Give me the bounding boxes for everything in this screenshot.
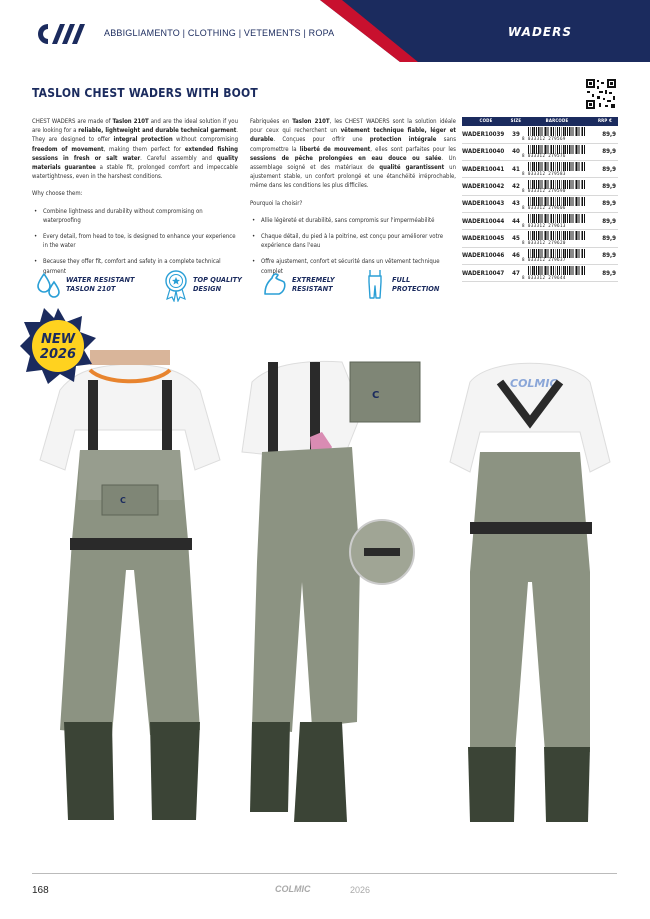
product-barcode xyxy=(522,126,592,143)
product-code: WADER10046 xyxy=(462,247,510,264)
product-price: 89,9 xyxy=(592,178,618,195)
why-heading: Pourquoi la choisir? xyxy=(250,199,303,207)
product-barcode xyxy=(522,143,592,160)
product-size: 42 xyxy=(510,178,522,195)
product-price: 89,9 xyxy=(592,143,618,160)
footer-divider xyxy=(32,873,617,874)
badge-new-text: NEW xyxy=(40,332,76,347)
quality-medal-icon xyxy=(163,268,189,302)
benefit-list xyxy=(250,216,456,276)
benefit-list xyxy=(32,207,238,276)
product-price: 89,9 xyxy=(592,161,618,178)
barcode-number: 8 033312 279590 xyxy=(522,188,566,194)
brand-logo xyxy=(30,22,92,46)
product-code: WADER10042 xyxy=(462,178,510,195)
table-row xyxy=(462,143,618,160)
product-code: WADER10043 xyxy=(462,195,510,212)
column-header-barcode: BARCODE xyxy=(522,117,592,126)
product-barcode xyxy=(522,247,592,264)
table-row xyxy=(462,126,618,143)
badge-year-text: 2026 xyxy=(39,347,77,362)
product-size: 43 xyxy=(510,195,522,212)
barcode-number: 8 033312 279620 xyxy=(522,239,566,245)
table-row xyxy=(462,230,618,247)
footer-year: 2026 xyxy=(350,885,371,895)
feature-full-protection: FULL PROTECTION xyxy=(362,268,462,302)
product-price: 89,9 xyxy=(592,264,618,281)
product-barcode xyxy=(522,212,592,229)
product-code: WADER10045 xyxy=(462,230,510,247)
wader-back-photo xyxy=(440,352,620,832)
svg-text:COLMIC: COLMIC xyxy=(510,377,558,390)
product-price: 89,9 xyxy=(592,212,618,229)
list-item: • Offre ajustement, confort et sécurité dans un vêtement technique complet xyxy=(250,257,456,275)
category-breadcrumb: ABBIGLIAMENTO | CLOTHING | VETEMENTS | ROPA xyxy=(104,28,335,38)
barcode-number: 8 033312 279569 xyxy=(522,135,566,141)
product-code: WADER10041 xyxy=(462,161,510,178)
strong-arm-icon xyxy=(262,268,288,302)
svg-text:C: C xyxy=(372,390,380,401)
product-code: WADER10044 xyxy=(462,212,510,229)
product-price: 89,9 xyxy=(592,195,618,212)
why-heading: Why choose them: xyxy=(32,190,83,198)
barcode-number: 8 033312 279644 xyxy=(522,274,566,280)
barcode-number: 8 033312 279583 xyxy=(522,170,566,176)
product-price: 89,9 xyxy=(592,230,618,247)
wader-front-photo xyxy=(30,350,230,830)
table-row xyxy=(462,212,618,229)
list-item: • Because they offer fit, comfort and safety in a complete technical garment xyxy=(32,257,238,275)
barcode-number: 8 033312 279606 xyxy=(522,205,566,211)
feature-water-resistant: WATER RESISTANT TASLON 210T xyxy=(36,268,146,302)
wader-suit-icon xyxy=(362,268,388,302)
product-code: WADER10047 xyxy=(462,264,510,281)
table-row xyxy=(462,195,618,212)
page-header xyxy=(0,0,650,62)
product-barcode xyxy=(522,195,592,212)
table-row xyxy=(462,247,618,264)
list-item: • Every detail, from head to toe, is designed to enhance your experience in the water xyxy=(32,232,238,250)
barcode-number: 8 033312 279613 xyxy=(522,222,566,228)
column-header-size: SIZE xyxy=(510,119,522,124)
description-french xyxy=(250,117,456,283)
feature-extremely-resistant: EXTREMELY RESISTANT xyxy=(262,268,362,302)
product-size: 40 xyxy=(510,143,522,160)
intro-paragraph: CHEST WADERS are made of Taslon 210T and are the ideal solution if you are looking for a reliable, lightweight and durable technical garment. They are designed to offer integral protection without compromising freedom of movement, making them perfect for extended fishing sessions in fresh or salt water. Careful assembly and quality materials guarantee a stable fit, prolonged comfort and impeccable watertightness, even in the harshest conditions. xyxy=(32,118,238,181)
column-header-code: CODE xyxy=(462,117,510,126)
product-size: 44 xyxy=(510,212,522,229)
new-badge xyxy=(20,308,96,384)
product-code: WADER10040 xyxy=(462,143,510,160)
product-title: TASLON CHEST WADERS WITH BOOT xyxy=(32,86,258,100)
list-item: • Chaque détail, du pied à la poitrine, est conçu pour améliorer votre expérience dans l'eau xyxy=(250,232,456,250)
table-row xyxy=(462,178,618,195)
product-price: 89,9 xyxy=(592,247,618,264)
column-header-price: RRP € xyxy=(592,117,618,126)
description-english xyxy=(32,117,238,283)
product-size: 45 xyxy=(510,230,522,247)
product-price: 89,9 xyxy=(592,126,618,143)
product-table xyxy=(462,117,618,282)
product-barcode xyxy=(522,178,592,195)
list-item: • Allie légèreté et durabilité, sans compromis sur l'imperméabilité xyxy=(250,216,456,225)
page-number: 168 xyxy=(32,885,49,896)
intro-paragraph: Fabriquées en Taslon 210T, les CHEST WADERS sont la solution idéale pour ceux qui recherchent un vêtement technique fiable, léger et durable. Conçues pour offrir une protection intégrale sans compromettre la liberté de mouvement, elles sont parfaites pour les sessions de pêche prolongées en eau douce ou salée. Un assemblage soigné et des matériaux de qualité garantissent un ajustement stable, un confort prolongé et une étanchéité irréprochable, même dans les conditions les plus difficiles. xyxy=(250,118,457,190)
barcode-number: 8 033312 279576 xyxy=(522,153,566,159)
product-size: 47 xyxy=(510,264,522,281)
product-size: 39 xyxy=(510,126,522,143)
feature-top-quality: TOP QUALITY DESIGN xyxy=(163,268,263,302)
section-title: WADERS xyxy=(507,25,572,39)
header-band xyxy=(320,0,650,62)
qr-code xyxy=(585,78,617,110)
table-header-row xyxy=(462,117,618,126)
product-code: WADER10039 xyxy=(462,126,510,143)
wader-side-photo xyxy=(232,352,432,832)
product-size: 41 xyxy=(510,161,522,178)
footer-brand: COLMIC xyxy=(275,884,311,894)
list-item: • Combine lightness and durability without compromising on waterproofing xyxy=(32,207,238,225)
product-barcode xyxy=(522,230,592,247)
table-row xyxy=(462,264,618,281)
barcode-number: 8 033312 279637 xyxy=(522,257,566,263)
svg-text:C: C xyxy=(120,496,126,505)
product-size: 46 xyxy=(510,247,522,264)
product-barcode xyxy=(522,264,592,281)
table-row xyxy=(462,161,618,178)
product-barcode xyxy=(522,161,592,178)
water-drops-icon xyxy=(36,268,62,302)
